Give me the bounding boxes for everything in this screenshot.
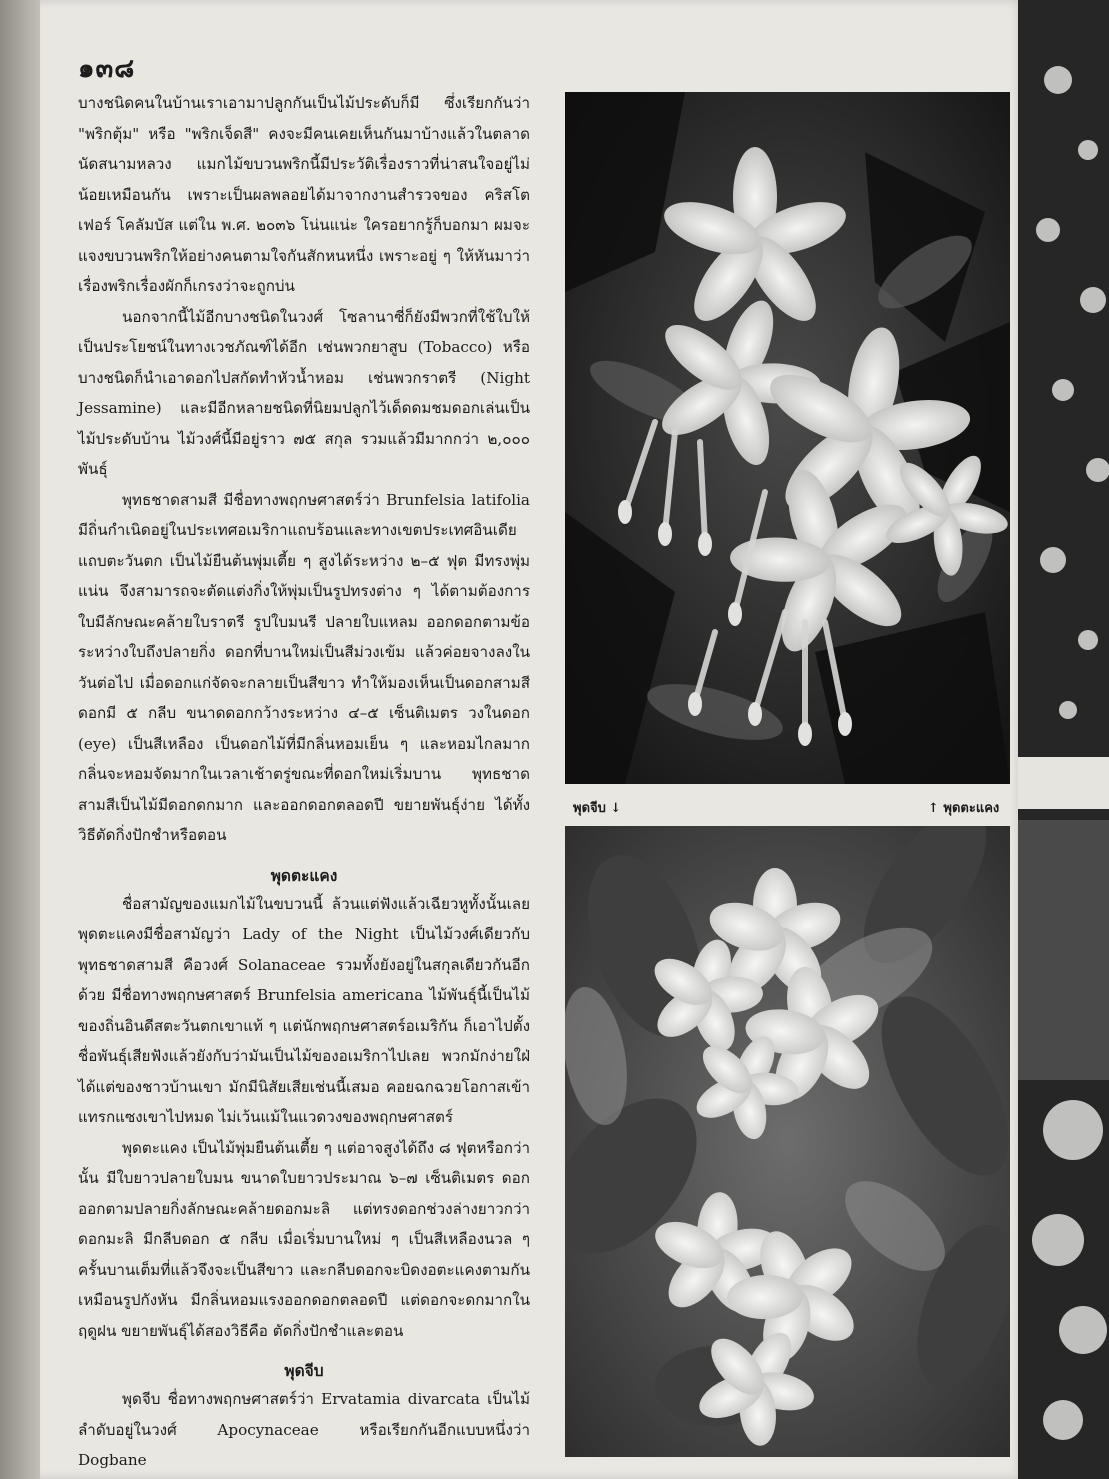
section-heading-phut-chip: พุดจีบ [284,1361,324,1380]
adjacent-page-photo-strip [1018,0,1109,1479]
section-heading-phut-takhaeng: พุดตะแคง [270,865,338,885]
paragraph-3: พุทธชาดสามสี มีชื่อทางพฤกษศาสตร์ว่า Brunfelsia latifolia มีถิ่นกำเนิดอยู่ในประเทศอเมริกาแถบร้อนและทางเขตประเทศอินเดียแถบตะวันตก เป็นไม้ยืนต้นพุ่มเตี้ย ๆ สูงได้ระหว่าง ๒–๕ ฟุต มีทรงพุ่มแน่น จึงสามารถจะตัดแต่งกิ่งให้พุ่มเป็นรูปทรงต่าง ๆ ได้ตามต้องการ ใบมีลักษณะคล้ายใบราตรี รูปใบมนรี ปลายใบแหลม ออกดอกตามข้อระหว่างใบถึงปลายกิ่ง ดอกที่บานใหม่เป็นสีม่วงเข้ม แล้วค่อยจางลงในวันต่อไป เมื่อดอกแก่จัดจะกลายเป็นสีขาว ทำให้มองเห็นเป็นดอกสามสี ดอกมี ๕ กลีบ ขนาดดอกกว้างระหว่าง ๔–๕ เซ็นติเมตร วงในดอก (eye) เป็นสีเหลือง เป็นดอกไม้ที่มีกลิ่นหอมเย็น ๆ และหอมไกลมาก กลิ่นจะหอมจัดมากในเวลาเช้าตรู่ขณะที่ดอกใหม่เริ่มบาน พุทธชาดสามสีเป็นไม้มีดอกดกมาก และออกดอกตลอดปี ขยายพันธุ์ง่าย ได้ทั้งวิธีตัดกิ่งปักชำหรือตอน [78,490,530,844]
paragraph-6: พุดจีบ ชื่อทางพฤกษศาสตร์ว่า Ervatamia divarcata เป็นไม้ลำดับอยู่ในวงศ์ Apocynaceae หรือเรียกกันอีกแบบหนึ่งว่า Dogbane [78,1390,530,1469]
flower-photo-top [565,92,1010,784]
page-number: ๑๓๘ [78,54,136,84]
paragraph-1: บางชนิดคนในบ้านเราเอามาปลูกกันเป็นไม้ประดับก็มี ซึ่งเรียกกันว่า "พริกตุ้ม" หรือ "พริกเจ็ดสี" คงจะมีคนเคยเห็นกันมาบ้างแล้วในตลาดนัดสนามหลวง แมกไม้ขบวนพริกนี้มีประวัติเรื่องราวที่น่าสนใจอยู่ไม่น้อยเหมือนกัน เพราะเป็นผลพลอยได้มาจากงานสำรวจของ คริสโตเฟอร์ โคลัมบัส แต่ใน พ.ศ. ๒๐๓๖ โน่นแน่ะ ใครอยากรู้ก็บอกมา ผมจะแจงขบวนพริกให้อย่างคนตามใจกันสักหนหนึ่ง เพราะอยู่ ๆ ให้หันมาว่าเรื่องพริกเรื่องผักก็เกรงว่าจะถูกบ่น [78,94,530,295]
photo-gap [1018,757,1109,809]
flower-photo-bottom [565,826,1010,1457]
paragraph-2: นอกจากนี้ไม้อีกบางชนิดในวงศ์ โซลานาซี่ก็ยังมีพวกที่ใช้ใบให้เป็นประโยชน์ในทางเวชภัณฑ์ได้อีก เช่นพวกยาสูบ (Tobacco) หรือบางชนิดก็นำเอาดอกไปสกัดทำหัวน้ำหอม เช่นพวกราตรี (Night Jessamine) และมีอีกหลายชนิดที่นิยมปลูกไว้เด็ดดมชมดอกเล่นเป็นไม้ประดับบ้าน ไม้วงศ์นี้มีอยู่ราว ๗๕ สกุล รวมแล้วมีมากกว่า ๒,๐๐๐ พันธุ์ [78,307,530,478]
flower-photo-bottom-image [565,826,1010,1457]
caption-phut-chip: พุดจีบ ↓ [573,801,622,816]
caption-phut-takhaeng: ↑ พุดตะแคง [928,801,1000,816]
adjacent-photo-image [1018,0,1109,1479]
flower-photo-top-image [565,92,1010,784]
paragraph-4: ชื่อสามัญของแมกไม้ในขบวนนี้ ล้วนแต่ฟังแล้วเฉียวหูทั้งนั้นเลย พุดตะแคงมีชื่อสามัญว่า Lady of the Night เป็นไม้วงศ์เดียวกับพุทธชาดสามสี คือวงศ์ Solanaceae รวมทั้งยังอยู่ในสกุลเดียวกันอีกด้วย มีชื่อทางพฤกษศาสตร์ Brunfelsia americana ไม้พันธุ์นี้เป็นไม้ของถิ่นอินดีสตะวันตกเขาแท้ ๆ แต่นักพฤกษศาสตร์อเมริกัน ก็เอาไปตั้งชื่อพันธุ์เสียฟังแล้วยังกับว่ามันเป็นไม้ของอเมริกาไปเลย พวกมักง่ายใฝ่ได้แต่ของชาวบ้านเขา มักมีนิสัยเสียเช่นนี้เสมอ คอยฉกฉวยโอกาสเข้าแทรกแซงเขาไปหมด ไม่เว้นแม้ในแวดวงของพฤกษศาสตร์ [78,894,530,1126]
body-text-column [78,88,530,1476]
paragraph-5: พุดตะแคง เป็นไม้พุ่มยืนต้นเตี้ย ๆ แต่อาจสูงได้ถึง ๘ ฟุตหรือกว่านั้น มีใบยาวปลายใบมน ขนาดใบยาวประมาณ ๖–๗ เซ็นติเมตร ดอกออกตามปลายกิ่งลักษณะคล้ายดอกมะลิ แต่ทรงดอกช่วงล่างยาวกว่าดอกมะลิ มีกลีบดอก ๕ กลีบ เมื่อเริ่มบานใหม่ ๆ เป็นสีเหลืองนวล ๆ ครั้นบานเต็มที่แล้วจึงจะเป็นสีขาว และกลีบดอกจะบิดงอตะแคงตามกันเหมือนรูปกังหัน มีกลิ่นหอมแรงออกดอกตลอดปี แต่ดอกจะดกมากในฤดูฝน ขยายพันธุ์ได้สองวิธีคือ ตัดกิ่งปักชำและตอน [78,1138,530,1340]
